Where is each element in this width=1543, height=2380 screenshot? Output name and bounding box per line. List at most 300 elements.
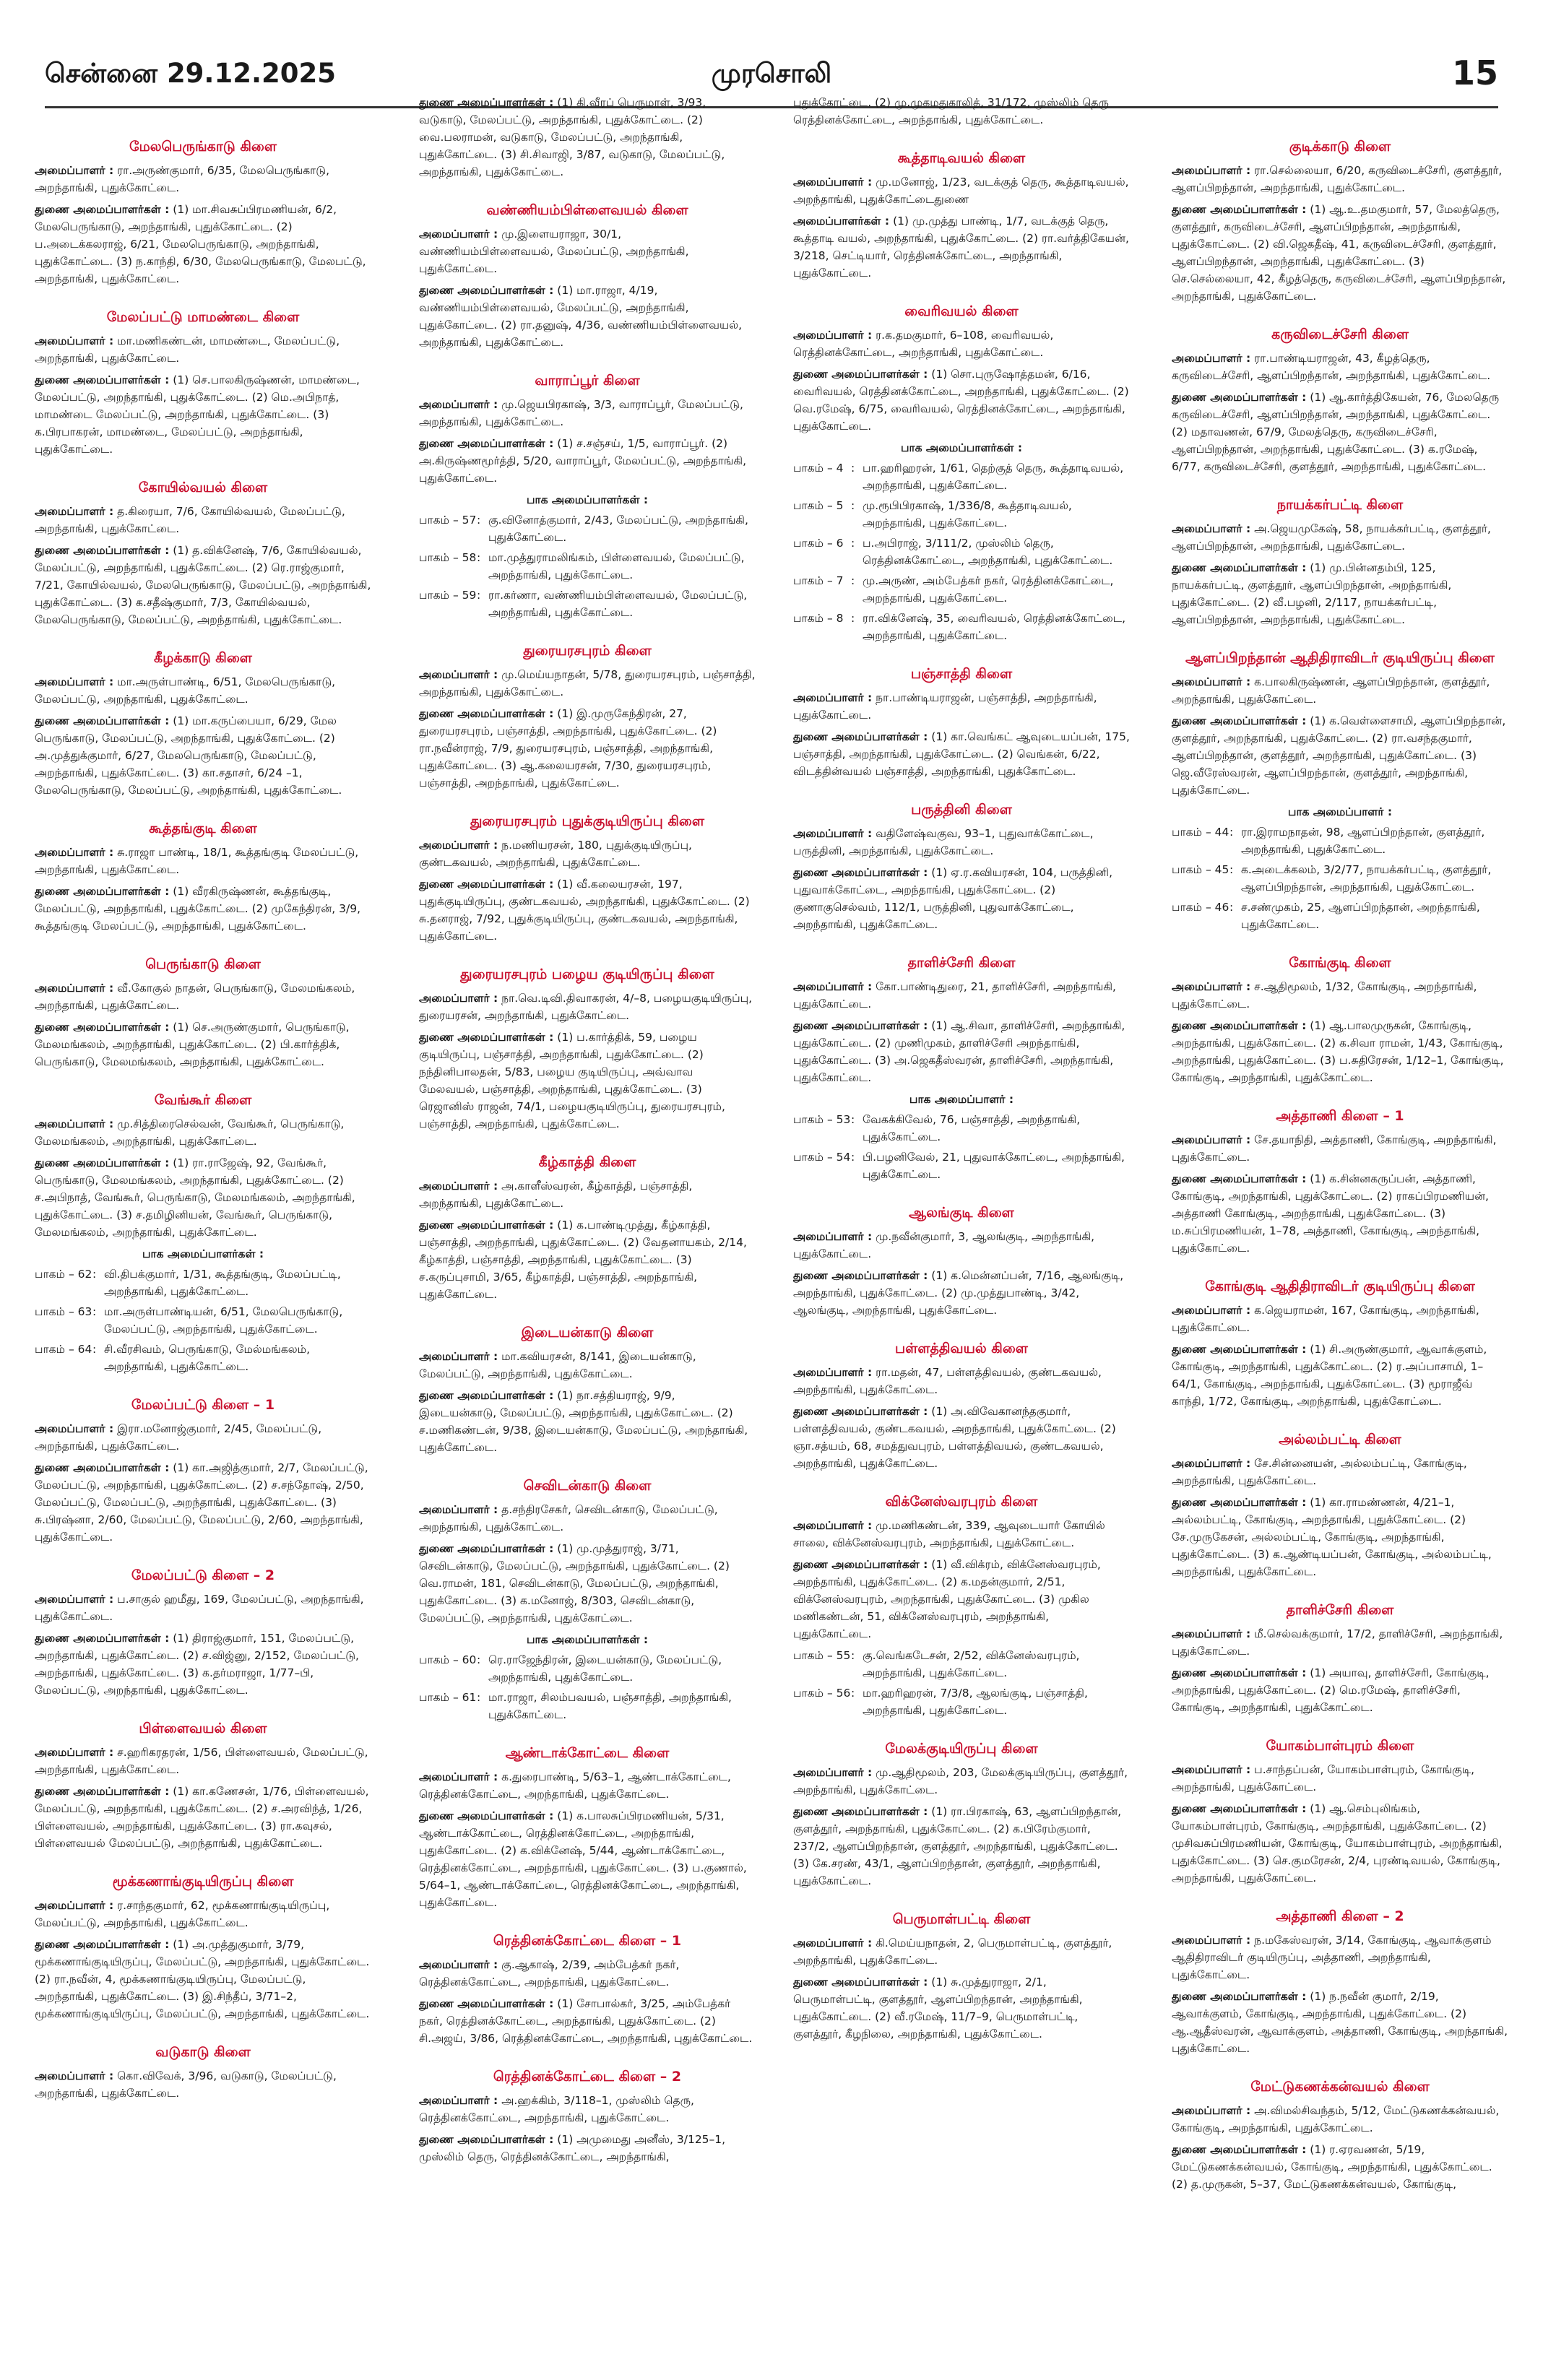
branch-section	[35, 1395, 371, 1546]
member-text: வீ.கோகுல் நாதன், பெருங்காடு, மேலமங்கலம், அறந்தாங்கி, புதுக்கோட்டை.	[35, 982, 355, 1012]
role-label: அமைப்பாளர் :	[35, 1746, 114, 1759]
role-label: துணை அமைப்பாளர்கள் :	[1172, 1172, 1307, 1185]
branch-section	[419, 812, 756, 945]
column-4	[1172, 137, 1508, 2197]
member-text: (1) கா.கணேசன், 1/76, பிள்ளைவயல், மேலப்பட்டு, அறந்தாங்கி, புதுக்கோட்டை. (2) ச.அரவிந்த், 1/26, பிள்ளைவயல், அறந்தாங்கி, புதுக்கோட்டை. (3) ரா.கவுசல், பிள்ளைவயல் மேலப்பட்டு, அறந்தாங்கி, புதுக்கோட்டை.	[35, 1785, 369, 1850]
member-entry	[35, 503, 371, 537]
branch-heading: மேலக்குடியிருப்பு கிளை	[885, 1741, 1038, 1757]
branch-section	[793, 1339, 1130, 1472]
member-text: (1) த.விக்னேஷ், 7/6, கோயில்வயல், மேலப்பட்டு, அறந்தாங்கி, புதுக்கோட்டை. (2) ரெ.ராஜ்குமார், 7/21, கோயில்வயல், மேலபெருங்காடு, மேலப்பட்டு, அறந்தாங்கி, புதுக்கோட்டை. (3) க.சதீஷ்குமார், 7/3, கோயில்வயல், மேலபெருங்காடு, மேலப்பட்டு, அறந்தாங்கி, புதுக்கோட்டை.	[35, 544, 371, 626]
member-entry	[793, 326, 1130, 361]
member-entry	[419, 2131, 756, 2165]
member-entry	[419, 396, 756, 430]
booth-number: பாகம் – 61	[419, 1691, 477, 1704]
member-text: (1) மு.முத்து பாண்டி, 1/7, வடக்குத் தெரு, கூத்தாடி வயல், அறந்தாங்கி, புதுக்கோட்டை. (2) ரா.வர்த்திகேயன், 3/218, செட்டியார், ரெத்தினக்கோட்டை, அறந்தாங்கி, புதுக்கோட்டை.	[793, 215, 1129, 280]
booth-separator: :	[851, 1687, 855, 1700]
role-label: அமைப்பாளர்கள் :	[793, 215, 890, 228]
member-entry	[35, 979, 371, 1014]
member-entry	[419, 1029, 756, 1133]
role-label: துணை அமைப்பாளர்கள் :	[419, 1031, 554, 1044]
booth-text: ரெ.ராஜேந்திரன், இடையன்காடு, மேலப்பட்டு, அறந்தாங்கி, புதுக்கோட்டை.	[488, 1653, 722, 1684]
role-label: துணை அமைப்பாளர்கள் :	[35, 544, 170, 557]
booth-text: ப.அபிராஜ், 3/111/2, முஸ்லிம் தெரு, ரெத்தினக்கோட்டை, அறந்தாங்கி, புதுக்கோட்டை.	[863, 537, 1113, 567]
member-text: (1) வீ.கலையரசன், 197, புதுக்குடியிருப்பு, குண்டகவயல், அறந்தாங்கி, புதுக்கோட்டை. (2) சு.தனராஜ், 7/92, புதுக்குடியிருப்பு, குண்டகவயல், அறந்தாங்கி, புதுக்கோட்டை.	[419, 878, 750, 943]
page-number: 15	[1451, 53, 1498, 92]
booth-text: வி.திபக்குமார், 1/31, கூத்தங்குடி, மேலப்பட்டி, அறந்தாங்கி, புதுக்கோட்டை.	[104, 1268, 341, 1298]
role-label: துணை அமைப்பாளர்கள் :	[1172, 1666, 1307, 1679]
member-text: (1) அமுமைது அனீஸ், 3/125–1, முஸ்லிம் தெரு, ரெத்தினக்கோட்டை, அறந்தாங்கி,	[419, 2133, 726, 2163]
member-entry	[35, 883, 371, 935]
column-3	[793, 94, 1130, 2047]
booth-number: பாகம் – 62	[35, 1268, 92, 1281]
booth-separator: :	[92, 1343, 97, 1356]
role-label: அமைப்பாளர் :	[419, 839, 498, 852]
role-label: அமைப்பாளர் :	[419, 1770, 498, 1783]
branch-heading: பிள்ளைவயல் கிளை	[139, 1721, 267, 1736]
booth-text: மு.அருண், அம்பேத்கர் நகர், ரெத்தினக்கோட்டை, அறந்தாங்கி, புதுக்கோட்டை.	[863, 574, 1114, 605]
member-entry	[35, 371, 371, 458]
branch-heading: வண்ணியம்பிள்ளைவயல் கிளை	[486, 202, 688, 218]
member-entry	[1172, 1761, 1508, 1796]
branch-section	[1172, 1736, 1508, 1887]
member-text: (1) க.வெள்ளைசாமி, ஆளப்பிறந்தான், குளத்தூர், அறந்தாங்கி, புதுக்கோட்டை. (2) ரா.வசந்தகுமார், ஆளப்பிறந்தான், குளத்தூர், அறந்தாங்கி, புதுக்கோட்டை. (3) ஜெ.வீரேஸ்வரன், ஆளப்பிறந்தான், குளத்தூர், அறந்தாங்கி, புதுக்கோட்டை.	[1172, 714, 1506, 797]
booth-separator: :	[477, 514, 481, 527]
branch-section	[35, 819, 371, 935]
role-label: அமைப்பாளர் :	[419, 1350, 498, 1363]
role-label: துணை அமைப்பாளர்கள் :	[419, 878, 554, 891]
branch-heading: வைரிவயல் கிளை	[904, 303, 1019, 319]
booth-text: க.அடைக்கலம், 3/2/77, நாயக்கர்பட்டி, குளத்தூர், ஆளப்பிறந்தான், அறந்தாங்கி, புதுக்கோட்டை.	[1241, 863, 1492, 893]
member-text: மு.ஜெயபிரகாஷ், 3/3, வாராப்பூர், மேலப்பட்டு, அறந்தாங்கி, புதுக்கோட்டை.	[419, 398, 743, 428]
role-label: அமைப்பாளர் :	[35, 982, 114, 995]
member-text: (1) அ.விவேகானந்தகுமார், பள்ளத்திவயல், குண்டகவயல், அறந்தாங்கி, புதுக்கோட்டை. (2) ஞா.சத்யம், 68, சமத்துவபுரம், பள்ளத்திவயல், குண்டகவயல், அறந்தாங்கி, புதுக்கோட்டை.	[793, 1405, 1116, 1470]
member-text: ரா.அருண்குமார், 6/35, மேலபெருங்காடு, அறந்தாங்கி, புதுக்கோட்டை.	[35, 164, 330, 194]
member-text: (1) மு.முத்துராஜ், 3/71, செவிடன்காடு, மேலப்பட்டு, அறந்தாங்கி, புதுக்கோட்டை. (2) வெ.ராமன், 181, செவிடன்காடு, மேலப்பட்டு, அறந்தாங்கி, புதுக்கோட்டை. (3) க.மனோஜ், 8/303, செவிடன்காடு, மேலப்பட்டு, அறந்தாங்கி, புதுக்கோட்டை.	[419, 1542, 730, 1624]
branch-section	[419, 371, 756, 621]
branch-section	[1172, 1430, 1508, 1580]
role-label: அமைப்பாளர் :	[419, 1503, 498, 1516]
member-text: க.பாலகிருஷ்ணன், ஆளப்பிறந்தான், குளத்தூர், அறந்தாங்கி, புதுக்கோட்டை.	[1172, 675, 1490, 706]
booth-number: பாகம் – 5	[793, 499, 844, 512]
role-label: அமைப்பாளர் :	[793, 1766, 873, 1779]
role-label: துணை அமைப்பாளர்கள் :	[35, 1156, 170, 1169]
member-entry	[419, 836, 756, 871]
booth-separator: :	[477, 551, 481, 564]
branch-section	[419, 1931, 756, 2047]
member-text: (1) கா.ராமண்ணன், 4/21–1, அல்லம்பட்டி, கோங்குடி, அறந்தாங்கி, புதுக்கோட்டை. (2) சே.முருகேசன், அல்லம்பட்டி, கோங்குடி, அறந்தாங்கி, புதுக்கோட்டை. (3) க.ஆண்டியப்பன், கோங்குடி, அல்லம்பட்டி, அறந்தாங்கி, புதுக்கோட்டை.	[1172, 1496, 1492, 1578]
member-entry	[419, 94, 756, 181]
role-label: துணை அமைப்பாளர்கள் :	[1172, 1343, 1307, 1356]
role-label: துணை அமைப்பாளர்கள் :	[419, 96, 554, 109]
role-label: துணை அமைப்பாளர்கள் :	[1172, 1496, 1307, 1509]
member-text: (1) ஆ.செம்புலிங்கம், யோகம்பாள்புரம், கோங்குடி, அறந்தாங்கி, புதுக்கோட்டை. (2) முசிவசுப்பிரமணியன், கோங்குடி, யோகம்பாள்புரம், அறந்தாங்கி, புதுக்கோட்டை. (3) செ.குமரேசன், 2/4, புரண்டிவயல், கோங்குடி, அறந்தாங்கி, புதுக்கோட்டை.	[1172, 1802, 1503, 1884]
branch-section	[419, 641, 756, 792]
booth-number: பாகம் – 6	[793, 537, 844, 550]
member-entry	[1172, 1017, 1508, 1086]
member-text: சே.சின்னையன், அல்லம்பட்டி, கோங்குடி, அறந்தாங்கி, புதுக்கோட்டை.	[1172, 1457, 1467, 1487]
booth-text: ரா.கர்ணா, வண்ணியம்பிள்ளைவயல், மேலப்பட்டு, அறந்தாங்கி, புதுக்கோட்டை.	[488, 589, 748, 619]
member-entry	[793, 1764, 1130, 1799]
branch-heading: ஆளப்பிறந்தான் ஆதிதிராவிடர் குடியிருப்பு கிளை	[1185, 650, 1495, 666]
branch-section	[35, 1566, 371, 1699]
booth-entry	[1172, 861, 1508, 896]
member-entry	[1172, 559, 1508, 628]
booth-text: கு.வினோத்குமார், 2/43, மேலப்பட்டு, அறந்தாங்கி, புதுக்கோட்டை.	[488, 514, 748, 544]
member-text: (1) ந.நவீன் குமார், 2/19, ஆவாக்குளம், கோங்குடி, அறந்தாங்கி, புதுக்கோட்டை. (2) ஆ.ஆதீஸ்வரன், ஆவாக்குளம், அத்தாணி, கோங்குடி, அறந்தாங்கி, புதுக்கோட்டை.	[1172, 1990, 1508, 2055]
booth-text: மா.ராஜா, சிலம்பவயல், பஞ்சாத்தி, அறந்தாங்கி, புதுக்கோட்டை.	[488, 1691, 732, 1721]
member-entry	[1172, 2102, 1508, 2137]
branch-heading: ரெத்தினக்கோட்டை கிளை – 1	[493, 1933, 682, 1949]
member-entry	[419, 282, 756, 351]
member-entry	[1172, 1455, 1508, 1489]
role-label: துணை அமைப்பாளர்கள் :	[419, 284, 554, 297]
role-label: அமைப்பாளர் :	[1172, 1457, 1251, 1470]
member-text: மீ.செல்வக்குமார், 17/2, தாளிச்சேரி, அறந்தாங்கி, புதுக்கோட்டை.	[1172, 1627, 1503, 1658]
member-entry	[35, 332, 371, 367]
member-entry	[1172, 389, 1508, 475]
member-entry	[419, 875, 756, 945]
branch-section	[793, 1739, 1130, 1890]
member-entry	[1172, 1170, 1508, 1257]
member-entry	[793, 1517, 1130, 1552]
member-text: மா.அருள்பாண்டி, 6/51, மேலபெருங்காடு, மேலப்பட்டு, அறந்தாங்கி, புதுக்கோட்டை.	[35, 675, 336, 706]
booth-number: பாகம் – 46	[1172, 901, 1229, 914]
role-label: துணை அமைப்பாளர்கள் :	[793, 1019, 928, 1032]
edition-date: சென்னை 29.12.2025	[45, 58, 337, 89]
branch-section	[35, 478, 371, 628]
branch-section	[419, 1153, 756, 1303]
branch-section	[35, 1872, 371, 2022]
branch-heading: பெருங்காடு கிளை	[145, 956, 261, 972]
branch-heading: வாராப்பூர் கிளை	[535, 373, 640, 389]
member-text: (1) திராஜ்குமார், 151, மேலப்பட்டு, அறந்தாங்கி, புதுக்கோட்டை. (2) ச.விஜ்னு, 2/152, மேலப்பட்டு, அறந்தாங்கி, புதுக்கோட்டை. (3) க.தர்மராஜா, 1/77–பி, மேலப்பட்டு, அறந்தாங்கி, புதுக்கோட்டை.	[35, 1632, 359, 1697]
member-entry	[35, 712, 371, 799]
role-label: துணை அமைப்பாளர்கள் :	[419, 1219, 554, 1232]
member-text: மு.இளையராஜா, 30/1, வண்ணியம்பிள்ளைவயல், மேலப்பட்டு, அறந்தாங்கி, புதுக்கோட்டை.	[419, 228, 689, 275]
booth-heading: பாக அமைப்பாளர்கள் :	[142, 1247, 264, 1260]
branch-heading: மூக்கணாங்குடியிருப்பு கிளை	[112, 1874, 294, 1890]
member-text: (1) ஆ.பாலமுருகன், கோங்குடி, அறந்தாங்கி, புதுக்கோட்டை. (2) க.சிவா ராமன், 1/43, கோங்குடி, அறந்தாங்கி, புதுக்கோட்டை. (3) ப.சுதிரேசன், 1/12–1, கோங்குடி, கோங்குடி, அறந்தாங்கி, புதுக்கோட்டை.	[1172, 1019, 1504, 1084]
role-label: துணை அமைப்பாளர்கள் :	[793, 730, 928, 743]
booth-entry	[793, 610, 1130, 644]
member-text: ரா.செல்லையா, 6/20, கருவிடைச்சேரி, குளத்தூர், ஆளப்பிறந்தான், அறந்தாங்கி, புதுக்கோட்டை.	[1172, 164, 1503, 194]
booth-entry	[35, 1303, 371, 1338]
member-entry	[419, 1956, 756, 1991]
member-text: ந.மணியரசன், 180, புதுக்குடியிருப்பு, குண்டகவயல், அறந்தாங்கி, புதுக்கோட்டை.	[419, 839, 692, 869]
role-label: துணை அமைப்பாளர்கள் :	[793, 368, 928, 381]
member-entry	[793, 1556, 1130, 1643]
member-text: த.சந்திரசேகர், செவிடன்காடு, மேலப்பட்டு, அறந்தாங்கி, புதுக்கோட்டை.	[419, 1503, 718, 1533]
booth-number: பாகம் – 59	[419, 589, 477, 602]
member-entry	[793, 212, 1130, 282]
branch-section	[1172, 649, 1508, 933]
member-text: (1) க.மென்னப்பன், 7/16, ஆலங்குடி, அறந்தாங்கி, புதுக்கோட்டை. (2) மு.முத்துபாண்டி, 3/42, ஆலங்குடி, அறந்தாங்கி, புதுக்கோட்டை.	[793, 1269, 1124, 1317]
booth-number: பாகம் – 44	[1172, 826, 1229, 839]
role-label: அமைப்பாளர் :	[35, 1117, 114, 1130]
member-entry	[1172, 673, 1508, 708]
branch-section	[35, 1719, 371, 1852]
member-text: ந.மகேஸ்வரன், 3/14, கோங்குடி, ஆவாக்குளம் ஆதிதிராவிடர் குடியிருப்பு, அத்தாணி, அறந்தாங்கி, புதுக்கோட்டை.	[1172, 1934, 1492, 1981]
branch-heading: மேட்டுகணக்கன்வயல் கிளை	[1250, 2079, 1430, 2095]
member-text: ப.சாகுல் ஹமீது, 169, மேலப்பட்டு, அறந்தாங்கி, புதுக்கோட்டை.	[35, 1593, 364, 1623]
member-entry	[793, 728, 1130, 780]
member-entry	[419, 1995, 756, 2047]
branch-heading: ரெத்தினக்கோட்டை கிளை – 2	[493, 2069, 682, 2085]
branch-section	[1172, 2077, 1508, 2193]
branch-heading: கீழ்காத்தி கிளை	[538, 1154, 636, 1170]
role-label: அமைப்பாளர் :	[419, 398, 498, 411]
role-label: துணை அமைப்பாளர்கள் :	[793, 1976, 928, 1989]
member-text: ச.ஹரிகரதரன், 1/56, பிள்ளைவயல், மேலப்பட்டு, அறந்தாங்கி, புதுக்கோட்டை.	[35, 1746, 368, 1776]
booth-entry	[419, 1651, 756, 1686]
branch-section	[793, 302, 1130, 644]
branch-heading: கோங்குடி ஆதிதிராவிடர் குடியிருப்பு கிளை	[1205, 1278, 1475, 1294]
booth-number: பாகம் – 55	[793, 1649, 851, 1662]
role-label: துணை அமைப்பாளர்கள் :	[1172, 561, 1307, 574]
member-entry	[35, 1459, 371, 1546]
member-text: கோ.பாண்டிதுரை, 21, தாளிச்சேரி, அறந்தாங்கி, புதுக்கோட்டை.	[793, 980, 1116, 1011]
member-entry	[419, 1177, 756, 1212]
booth-entry	[35, 1341, 371, 1375]
branch-heading: செவிடன்காடு கிளை	[523, 1478, 652, 1494]
role-label: துணை அமைப்பாளர்கள் :	[35, 373, 170, 386]
member-entry	[35, 1936, 371, 2022]
role-label: அமைப்பாளர் :	[1172, 2104, 1251, 2117]
role-label: அமைப்பாளர் :	[35, 1593, 114, 1606]
branch-section	[793, 1910, 1130, 2043]
branch-heading: தாளிச்சேரி கிளை	[907, 955, 1016, 971]
booth-number: பாகம் – 57	[419, 514, 477, 527]
member-text: (1) மா.ராஜா, 4/19, வண்ணியம்பிள்ளைவயல், மேலப்பட்டு, அறந்தாங்கி, புதுக்கோட்டை. (2) ரா.தனுஷ், 4/36, வண்ணியம்பிள்ளைவயல், அறந்தாங்கி, புதுக்கோட்டை.	[419, 284, 743, 349]
member-text: (1) க.பாலசுப்பிரமணியன், 5/31, ஆண்டாக்கோட்டை, ரெத்தினக்கோட்டை, அறந்தாங்கி, புதுக்கோட்டை. (2) க.விக்னேஷ், 5/44, ஆண்டாக்கோட்டை, ரெத்தினக்கோட்டை, அறந்தாங்கி, புதுக்கோட்டை. (3) ப.குணால், 5/64–1, ஆண்டாக்கோட்டை, ரெத்தினக்கோட்டை, அறந்தாங்கி, புதுக்கோட்டை.	[419, 1809, 747, 1909]
member-entry	[1172, 1341, 1508, 1410]
member-entry	[793, 978, 1130, 1013]
branch-heading: இடையன்காடு கிளை	[521, 1325, 654, 1341]
member-entry	[793, 1364, 1130, 1398]
booth-entry	[793, 1111, 1130, 1146]
member-entry	[1172, 2141, 1508, 2193]
member-entry	[35, 1897, 371, 1931]
member-text: நா.பாண்டியராஜன், பஞ்சாத்தி, அறந்தாங்கி, புதுக்கோட்டை.	[793, 691, 1097, 722]
booth-separator: :	[92, 1268, 97, 1281]
member-entry	[1172, 1131, 1508, 1166]
branch-section	[1172, 953, 1508, 1086]
branch-section	[35, 649, 371, 799]
booth-entry	[419, 1689, 756, 1723]
branch-heading: பெருமாள்பட்டி கிளை	[892, 1911, 1031, 1927]
branch-heading: தாளிச்சேரி கிளை	[1286, 1602, 1394, 1618]
branch-heading: ஆலங்குடி கிளை	[909, 1205, 1014, 1221]
booth-number: பாகம் – 60	[419, 1653, 477, 1666]
member-text: (1) சி.அருண்குமார், ஆவாக்குளம், கோங்குடி, அறந்தாங்கி, புதுக்கோட்டை. (2) ர.அப்பாசாமி, 1–64/1, கோங்குடி, அறந்தாங்கி, புதுக்கோட்டை. (3) மூராஜீவ் காந்தி, 1/72, கோங்குடி, அறந்தாங்கி, புதுக்கோட்டை.	[1172, 1343, 1487, 1408]
booth-separator: :	[1229, 901, 1234, 914]
booth-heading: பாக அமைப்பாளர்கள் :	[900, 441, 1023, 454]
role-label: துணை அமைப்பாளர்கள் :	[793, 1269, 928, 1282]
role-label: துணை அமைப்பாளர்கள் :	[35, 885, 170, 898]
member-entry	[35, 542, 371, 628]
role-label: துணை அமைப்பாளர்கள் :	[419, 1809, 554, 1822]
booth-number: பாகம் – 56	[793, 1687, 851, 1700]
role-label: துணை அமைப்பாளர்கள் :	[419, 1997, 554, 2010]
role-label: அமைப்பாளர் :	[793, 1937, 873, 1950]
member-entry	[793, 1934, 1130, 1969]
booth-entry	[419, 587, 756, 621]
role-label: துணை அமைப்பாளர்கள் :	[35, 1632, 170, 1645]
branch-section	[35, 1091, 371, 1375]
role-label: அமைப்பாளர் :	[1172, 1763, 1251, 1776]
member-entry	[35, 1115, 371, 1150]
booth-heading: பாக அமைப்பாளர் :	[1287, 805, 1393, 818]
branch-section	[419, 1476, 756, 1723]
member-text: ச.ஆதிமூலம், 1/32, கோங்குடி, அறந்தாங்கி, புதுக்கோட்டை.	[1172, 980, 1477, 1011]
member-entry	[419, 1348, 756, 1382]
booth-entry	[793, 459, 1130, 494]
member-entry	[1172, 712, 1508, 799]
member-entry	[35, 1744, 371, 1778]
role-label: அமைப்பாளர் :	[419, 228, 498, 241]
booth-separator: :	[1229, 826, 1234, 839]
member-entry	[793, 1267, 1130, 1319]
branch-heading: துரையரசபுரம் கிளை	[523, 643, 652, 659]
member-text: மு.நவீன்குமார், 3, ஆலங்குடி, அறந்தாங்கி, புதுக்கோட்டை.	[793, 1230, 1095, 1260]
branch-section	[1172, 1907, 1508, 2057]
branch-section	[419, 965, 756, 1133]
member-entry	[1172, 201, 1508, 305]
branch-section	[419, 94, 756, 181]
member-text: அ.ஹக்கிம், 3/118–1, முஸ்லிம் தெரு, ரெத்தினக்கோட்டை, அறந்தாங்கி, புதுக்கோட்டை.	[419, 2094, 694, 2124]
member-text: (1) சு.முத்துராஜா, 2/1, பெருமாள்பட்டி, குளத்தூர், ஆளப்பிறந்தான், அறந்தாங்கி, புதுக்கோட்டை. (2) வீ.ரமேஷ், 11/7–9, பெருமாள்பட்டி, குளத்தூர், கீழநிலை, அறந்தாங்கி, புதுக்கோட்டை.	[793, 1976, 1083, 2041]
booth-separator: :	[477, 1691, 481, 1704]
branch-section	[1172, 1277, 1508, 1410]
branch-heading: அத்தாணி கிளை – 2	[1276, 1908, 1404, 1924]
branch-section	[793, 953, 1130, 1183]
member-entry	[1172, 978, 1508, 1013]
role-label: அமைப்பாளர் :	[793, 176, 873, 189]
booth-entry	[793, 497, 1130, 532]
member-entry	[1172, 1494, 1508, 1580]
role-label: அமைப்பாளர் :	[1172, 1627, 1251, 1640]
role-label: அமைப்பாளர் :	[35, 846, 114, 859]
branch-heading: மேலபெருங்காடு கிளை	[129, 139, 277, 155]
member-entry	[793, 1228, 1130, 1263]
branch-section	[793, 94, 1130, 129]
member-text: வதிளேஷ்வகுவ, 93–1, புதுவாக்கோட்டை, பருத்தினி, அறந்தாங்கி, புதுக்கோட்டை.	[793, 827, 1094, 857]
member-entry	[419, 666, 756, 701]
member-entry	[793, 173, 1130, 208]
role-label: அமைப்பாளர் :	[1172, 675, 1251, 688]
role-label: அமைப்பாளர் :	[1172, 522, 1251, 535]
booth-number: பாகம் – 63	[35, 1305, 92, 1318]
booth-text: ரா.இராமநாதன், 98, ஆளப்பிறந்தான், குளத்தூர், அறந்தாங்கி, புதுக்கோட்டை.	[1241, 826, 1485, 856]
member-text: புதுக்கோட்டை. (2) மு.முகமதுகாலித், 31/172, முஸ்லிம் தெரு ரெத்தினக்கோட்டை, அறந்தாங்கி, புதுக்கோட்டை.	[793, 96, 1109, 126]
member-text: நா.வெ.டிவி.திவாகரன், 4/–8, பழையகுடியிருப்பு, துரையரசன், அறந்தாங்கி, புதுக்கோட்டை.	[419, 992, 753, 1022]
booth-heading: பாக அமைப்பாளர் :	[909, 1093, 1014, 1106]
booth-separator: :	[851, 612, 855, 625]
member-entry	[419, 1216, 756, 1303]
member-text: கு.ஆகாஷ், 2/39, அம்பேத்கர் நகர், ரெத்தினக்கோட்டை, அறந்தாங்கி, புதுக்கோட்டை.	[419, 1958, 680, 1989]
member-entry	[1172, 350, 1508, 384]
booth-separator: :	[477, 1653, 481, 1666]
branch-heading: கோயில்வயல் கிளை	[138, 480, 268, 496]
booth-entry	[1172, 899, 1508, 933]
member-entry	[1172, 162, 1508, 196]
member-entry	[1172, 1988, 1508, 2057]
branch-heading: மேலப்பட்டு மாமண்டை கிளை	[106, 309, 300, 325]
branch-section	[793, 1492, 1130, 1719]
branch-section	[1172, 325, 1508, 475]
branch-heading: கோங்குடி கிளை	[1289, 955, 1391, 971]
booth-separator: :	[851, 574, 855, 587]
member-entry	[793, 94, 1130, 129]
role-label: அமைப்பாளர் :	[35, 505, 114, 518]
branch-section	[419, 1744, 756, 1911]
member-text: மா.மணிகண்டன், மாமண்டை, மேலப்பட்டு, அறந்தாங்கி, புதுக்கோட்டை.	[35, 334, 340, 365]
member-text: (1) ச.சஞ்சய், 1/5, வாராப்பூர். (2) அ.கிருஷ்ணமூர்த்தி, 5/20, வாராப்பூர், மேலப்பட்டு, அறந்தாங்கி, புதுக்கோட்டை.	[419, 437, 747, 485]
member-text: (1) வீரகிருஷ்ணன், கூத்தங்குடி, மேலப்பட்டு, அறந்தாங்கி, புதுக்கோட்டை. (2) முகேந்திரன், 3/9, கூத்தங்குடி மேலப்பட்டு, அறந்தாங்கி, புதுக்கோட்டை.	[35, 885, 361, 932]
member-entry	[419, 1387, 756, 1456]
branch-section	[1172, 1601, 1508, 1716]
booth-separator: :	[851, 499, 855, 512]
booth-number: பாகம் – 4	[793, 462, 844, 475]
member-text: (1) கா.வெங்கட் ஆவுடையப்பன், 175, பஞ்சாத்தி, அறந்தாங்கி, புதுக்கோட்டை. (2) வெங்கன், 6/22, விடத்தின்வயல் பஞ்சாத்தி, அறந்தாங்கி, புதுக்கோட்டை.	[793, 730, 1130, 778]
booth-number: பாகம் – 64	[35, 1343, 92, 1356]
member-entry	[793, 825, 1130, 860]
booth-number: பாகம் – 54	[793, 1151, 851, 1164]
role-label: துணை அமைப்பாளர்கள் :	[793, 866, 928, 879]
branch-heading: கூத்தாடிவயல் கிளை	[897, 150, 1026, 166]
member-text: (1) க.சின்னகருப்பன், அத்தாணி, கோங்குடி, அறந்தாங்கி, புதுக்கோட்டை. (2) ராகப்பிரமணியன், அத்தாணி கோங்குடி, அறந்தாங்கி, புதுக்கோட்டை. (3) ம.சுப்பிரமணியன், 1–78, அத்தாணி, கோங்குடி, அறந்தாங்கி, புதுக்கோட்டை.	[1172, 1172, 1489, 1255]
member-entry	[419, 225, 756, 277]
member-entry	[793, 1803, 1130, 1890]
member-text: த.கிரையா, 7/6, கோயில்வயல், மேலப்பட்டு, அறந்தாங்கி, புதுக்கோட்டை.	[35, 505, 345, 535]
role-label: அமைப்பாளர் :	[419, 1958, 498, 1971]
branch-heading: அத்தாணி கிளை – 1	[1276, 1108, 1404, 1124]
role-label: துணை அமைப்பாளர்கள் :	[35, 1021, 170, 1034]
branch-section	[35, 955, 371, 1070]
member-text: ர.சாந்தகுமார், 62, மூக்கணாங்குடியிருப்பு, மேலப்பட்டு, அறந்தாங்கி, புதுக்கோட்டை.	[35, 1899, 330, 1929]
member-text: (1) வீ.விக்ரம், விக்னேஸ்வரபுரம், அறந்தாங்கி, புதுக்கோட்டை. (2) க.மதன்குமார், 2/51, விக்னேஸ்வரபுரம், அறந்தாங்கி, புதுக்கோட்டை. (3) முகில மணிகண்டன், 51, விக்னேஸ்வரபுரம், அறந்தாங்கி, புதுக்கோட்டை.	[793, 1558, 1101, 1640]
role-label: துணை அமைப்பாளர்கள் :	[793, 1805, 928, 1818]
booth-text: கு.வெங்கடேசன், 2/52, விக்னேஸ்வரபுரம், அறந்தாங்கி, புதுக்கோட்டை.	[863, 1649, 1080, 1679]
branch-heading: அல்லம்பட்டி கிளை	[1279, 1432, 1401, 1448]
member-text: கி.மெய்யநாதன், 2, பெருமாள்பட்டி, குளத்தூர், அறந்தாங்கி, புதுக்கோட்டை.	[793, 1937, 1112, 1967]
branch-section	[35, 2043, 371, 2102]
branch-heading: கூத்தங்குடி கிளை	[149, 821, 257, 836]
member-entry	[35, 1591, 371, 1625]
role-label: துணை அமைப்பாளர்கள் :	[35, 1461, 170, 1474]
member-text: (1) ரா.பிரகாஷ், 63, ஆளப்பிறந்தான், குளத்தூர், அறந்தாங்கி, புதுக்கோட்டை. (2) க.பிரேம்குமார், 237/2, ஆளப்பிறந்தான், குளத்தூர், அறந்தாங்கி, புதுக்கோட்டை. (3) கே.சரண், 43/1, ஆளப்பிறந்தான், குளத்தூர், அறந்தாங்கி, புதுக்கோட்டை.	[793, 1805, 1122, 1887]
role-label: துணை அமைப்பாளர்கள் :	[1172, 203, 1307, 216]
booth-entry	[419, 549, 756, 584]
role-label: அமைப்பாளர் :	[793, 691, 873, 704]
role-label: அமைப்பாளர் :	[1172, 1304, 1251, 1317]
role-label: துணை அமைப்பாளர்கள் :	[419, 1389, 554, 1402]
booth-separator: :	[851, 1113, 855, 1126]
member-text: ர.க.தமகுமார், 6–108, வைரிவயல், ரெத்தினக்கோட்டை, அறந்தாங்கி, புதுக்கோட்டை.	[793, 329, 1054, 359]
role-label: அமைப்பாளர் :	[419, 668, 498, 681]
role-label: அமைப்பாளர் :	[1172, 1934, 1251, 1947]
booth-entry	[793, 572, 1130, 607]
branch-section	[419, 1323, 756, 1456]
member-text: (1) அயாவு, தாளிச்சேரி, கோங்குடி, அறந்தாங்கி, புதுக்கோட்டை. (2) மெ.ரமேஷ், தாளிச்சேரி, கோங்குடி, அறந்தாங்கி, புதுக்கோட்டை.	[1172, 1666, 1490, 1714]
role-label: துணை அமைப்பாளர்கள் :	[419, 437, 554, 450]
member-text: (1) செ.பாலகிருஷ்ணன், மாமண்டை, மேலப்பட்டு, அறந்தாங்கி, புதுக்கோட்டை. (2) மெ.அபிநாத், மாமண்டை மேலப்பட்டு, அறந்தாங்கி, புதுக்கோட்டை. (3) க.பிரபாகரன், மாமண்டை, மேலப்பட்டு, அறந்தாங்கி, புதுக்கோட்டை.	[35, 373, 360, 456]
member-entry	[419, 1540, 756, 1627]
member-entry	[793, 1973, 1130, 2043]
member-text: சு.ராஜா பாண்டி, 18/1, கூத்தங்குடி மேலப்பட்டு, அறந்தாங்கி, புதுக்கோட்டை.	[35, 846, 359, 876]
booth-number: பாகம் – 58	[419, 551, 477, 564]
member-text: (1) இ.முருகேந்திரன், 27, துரையரசபுரம், பஞ்சாத்தி, அறந்தாங்கி, புதுக்கோட்டை. (2) ரா.நவீன்ராஜ், 7/9, துரையரசபுரம், பஞ்சாத்தி, அறந்தாங்கி, புதுக்கோட்டை. (3) ஆ.கலையரசன், 7/30, துரையரசபுரம், பஞ்சாத்தி, அறந்தாங்கி, புதுக்கோட்டை.	[419, 707, 717, 789]
